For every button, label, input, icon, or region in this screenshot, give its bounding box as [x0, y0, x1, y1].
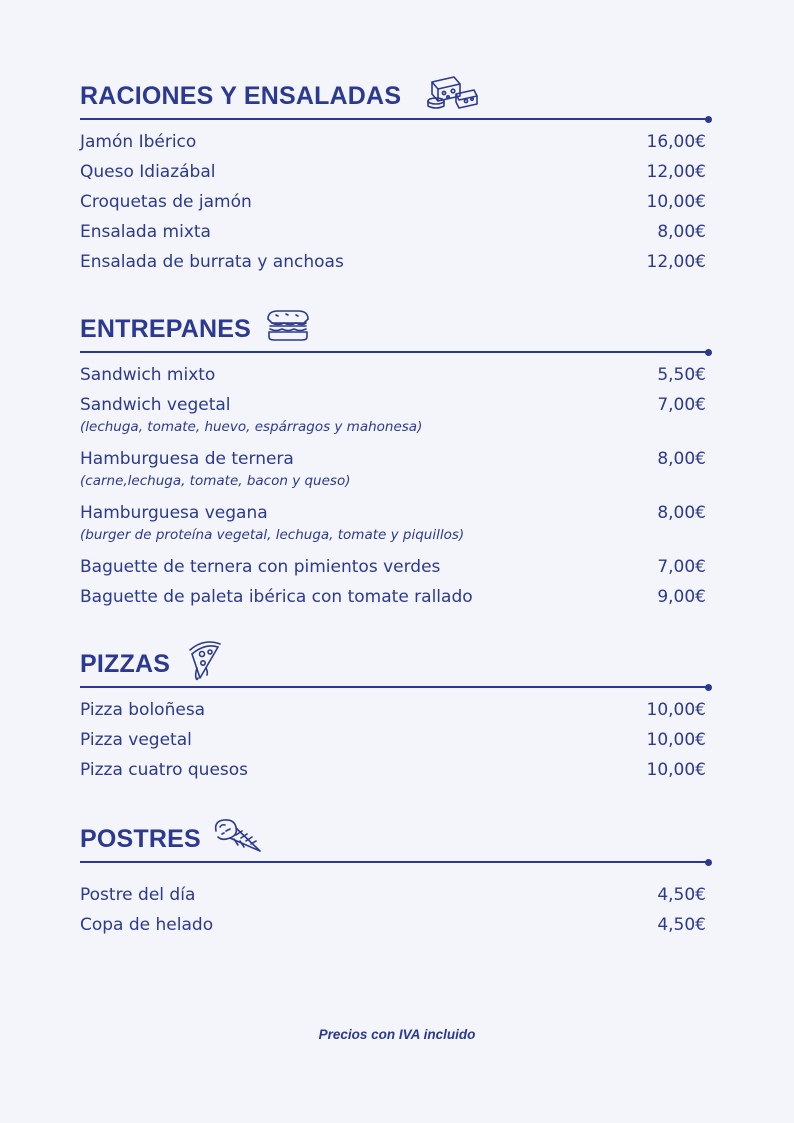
- item-price: 16,00€: [646, 132, 706, 152]
- item-note: [80, 470, 712, 500]
- menu-item: [80, 219, 712, 249]
- item-note: [80, 416, 712, 446]
- section-postres: [80, 815, 712, 942]
- menu-item: [80, 757, 712, 787]
- menu-item: [80, 584, 712, 614]
- item-name: Croquetas de jamón: [80, 192, 252, 212]
- item-price: 10,00€: [646, 192, 706, 212]
- item-name: Pizza cuatro quesos: [80, 760, 249, 780]
- footer-note: Precios con IVA incluido: [318, 1027, 476, 1042]
- menu-item: [80, 727, 712, 757]
- item-price: 8,00€: [657, 449, 706, 469]
- item-name: Sandwich mixto: [80, 365, 216, 385]
- item-name: Copa de helado: [80, 915, 214, 935]
- menu-item: [80, 392, 712, 416]
- item-name: Baguette de paleta ibérica con tomate rallado: [80, 587, 473, 607]
- item-name: Baguette de ternera con pimientos verdes: [80, 557, 441, 577]
- pizza-slice-icon: [184, 638, 224, 688]
- section-pizzas: [80, 640, 712, 787]
- item-name: Jamón Ibérico: [80, 132, 197, 152]
- menu-item: [80, 554, 712, 584]
- item-price: 10,00€: [646, 730, 706, 750]
- item-price: 8,00€: [657, 222, 706, 242]
- menu-item: [80, 362, 712, 392]
- menu-item: [80, 249, 712, 279]
- ice-cream-cone-icon: [212, 817, 264, 859]
- menu-item: [80, 912, 712, 942]
- item-note-text: (carne,lechuga, tomate, bacon y queso): [80, 473, 351, 489]
- section-title: RACIONES Y ENSALADAS: [80, 82, 402, 110]
- section-raciones: [80, 72, 712, 279]
- section-header: [80, 815, 712, 863]
- menu-item: [80, 697, 712, 727]
- menu-item: [80, 189, 712, 219]
- item-price: 8,00€: [657, 503, 706, 523]
- item-name: Ensalada mixta: [80, 222, 211, 242]
- section-header: [80, 72, 712, 120]
- item-price: 12,00€: [646, 162, 706, 182]
- section-title: PIZZAS: [80, 650, 171, 678]
- section-title: ENTREPANES: [80, 315, 252, 343]
- item-name: Pizza boloñesa: [80, 700, 206, 720]
- section-header: [80, 305, 712, 353]
- menu-item: [80, 129, 712, 159]
- item-note: [80, 524, 712, 554]
- item-price: 5,50€: [657, 365, 706, 385]
- section-title: POSTRES: [80, 825, 201, 853]
- section-entrepanes: [80, 305, 712, 614]
- menu-item: [80, 159, 712, 189]
- item-price: 10,00€: [646, 700, 706, 720]
- item-name: Queso Idiazábal: [80, 162, 216, 182]
- item-note-text: (burger de proteína vegetal, lechuga, tomate y piquillos): [80, 527, 465, 543]
- item-price: 12,00€: [646, 252, 706, 272]
- sandwich-icon: [264, 307, 312, 347]
- item-price: 4,50€: [657, 915, 706, 935]
- item-note-text: (lechuga, tomate, huevo, espárragos y mahonesa): [80, 419, 423, 435]
- item-price: 10,00€: [646, 760, 706, 780]
- item-price: 9,00€: [657, 587, 706, 607]
- menu-item: [80, 446, 712, 470]
- item-price: 7,00€: [657, 557, 706, 577]
- item-name: Postre del día: [80, 885, 196, 905]
- cheese-icon: [426, 74, 478, 114]
- item-name: Sandwich vegetal: [80, 395, 231, 415]
- menu-item: [80, 500, 712, 524]
- item-price: 7,00€: [657, 395, 706, 415]
- menu-item: [80, 882, 712, 912]
- item-name: Pizza vegetal: [80, 730, 192, 750]
- item-name: Hamburguesa vegana: [80, 503, 268, 523]
- section-header: [80, 640, 712, 688]
- item-name: Ensalada de burrata y anchoas: [80, 252, 344, 272]
- item-name: Hamburguesa de ternera: [80, 449, 294, 469]
- item-price: 4,50€: [657, 885, 706, 905]
